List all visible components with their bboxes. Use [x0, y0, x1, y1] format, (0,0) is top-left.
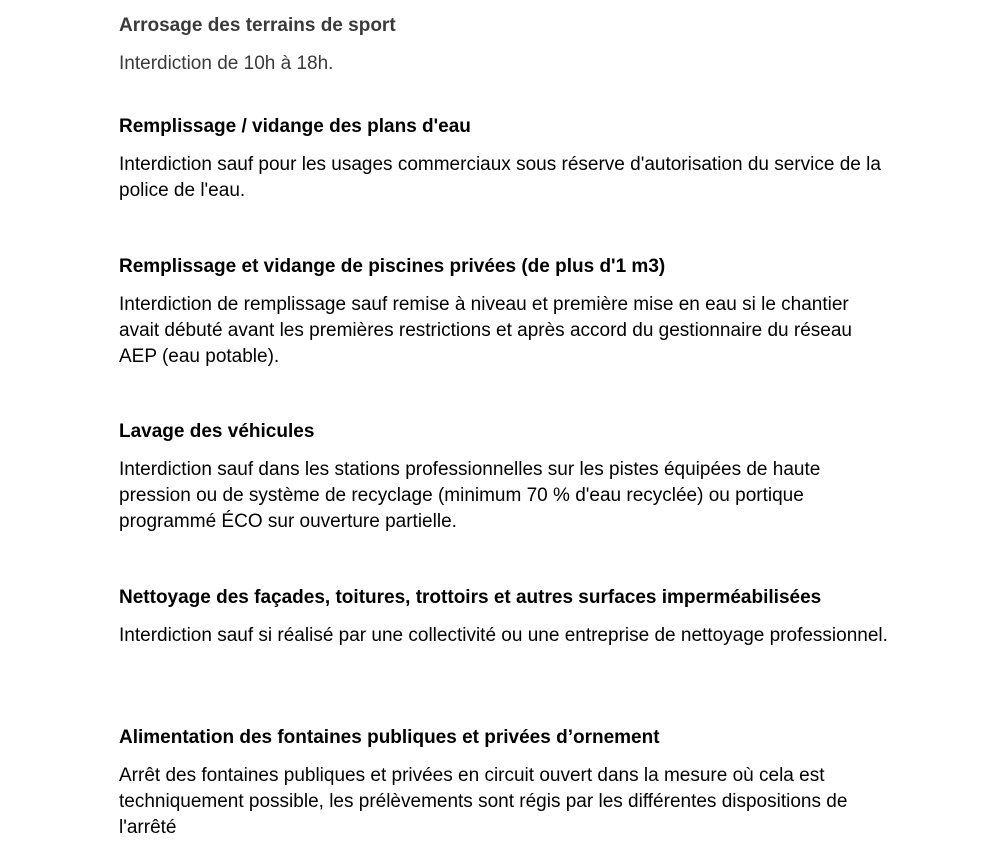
section-body: Interdiction sauf pour les usages commerciaux sous réserve d'autorisation du service de la police de l'eau. — [119, 154, 881, 201]
section-sports-fields-watering — [119, 13, 889, 74]
section-title: Remplissage et vidange de piscines privées (de plus d'1 m3) — [119, 256, 666, 277]
section-vehicle-washing — [119, 419, 889, 532]
section-title: Remplissage / vidange des plans d'eau — [119, 116, 471, 137]
section-body: Interdiction de 10h à 18h. — [119, 53, 334, 74]
section-water-bodies — [119, 114, 889, 201]
section-title: Nettoyage des façades, toitures, trottoirs et autres surfaces imperméabilisées — [119, 587, 822, 608]
section-title: Lavage des véhicules — [119, 421, 315, 442]
section-facade-cleaning — [119, 585, 889, 646]
section-fountains — [119, 725, 889, 838]
section-title: Arrosage des terrains de sport — [119, 15, 396, 36]
section-body: Interdiction de remplissage sauf remise à niveau et première mise en eau si le chantier avait débuté avant les premières restrictions et après accord du gestionnaire du réseau AEP (eau potable). — [119, 294, 852, 367]
section-body: Interdiction sauf dans les stations professionnelles sur les pistes équipées de haute pression ou de système de recyclage (minimum 70 % d'eau recyclée) ou portique programmé ÉCO sur ouverture partielle. — [119, 459, 821, 532]
section-body: Arrêt des fontaines publiques et privées en circuit ouvert dans la mesure où cela est techniquement possible, les prélèvements sont régis par les différentes dispositions de l'arrêté — [119, 765, 848, 838]
section-private-pools — [119, 254, 889, 367]
section-body: Interdiction sauf si réalisé par une collectivité ou une entreprise de nettoyage professionnel. — [119, 625, 888, 646]
section-title: Alimentation des fontaines publiques et privées d’ornement — [119, 727, 660, 748]
